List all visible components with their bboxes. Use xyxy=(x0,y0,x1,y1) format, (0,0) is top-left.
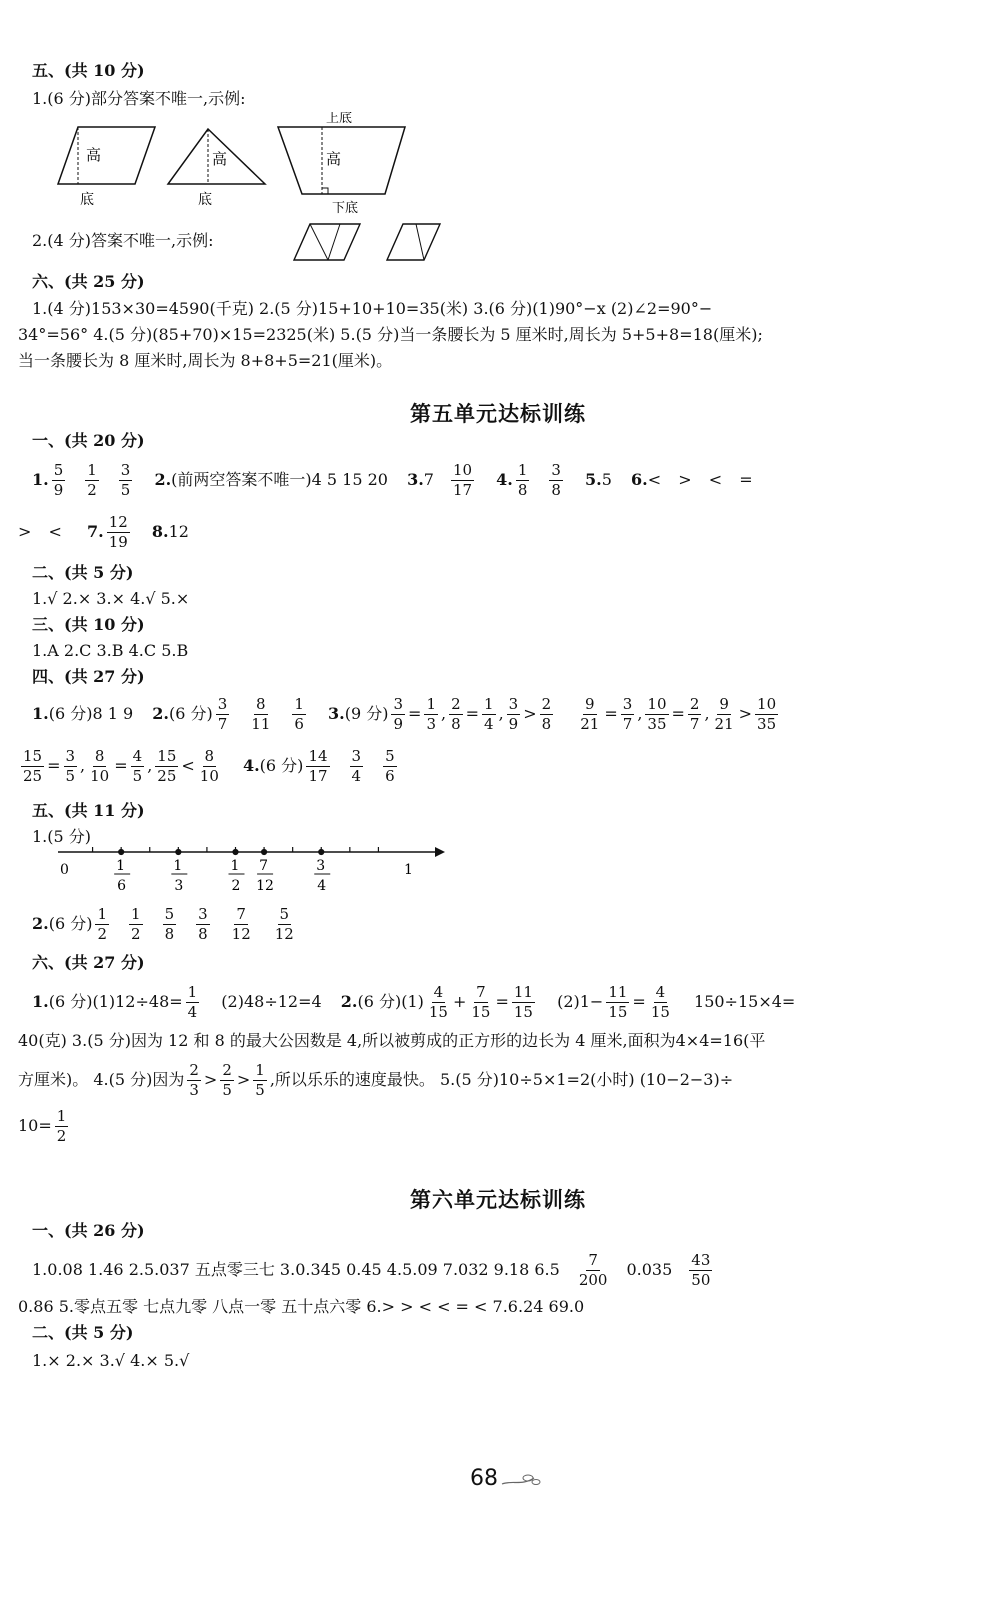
u5-section-6-line-1: 1.(6 分)(1)12÷48= $\frac{1}{4}$ (2)48÷12=4 2.(6 分)(1) $\frac{4}{15}$ + $\frac{7}{15}$ = $\frac{11}{15}$ (2)1− $\frac{11}{15}$ = $\frac{4}{15}$ 150÷15×4= xyxy=(32,983,796,1021)
parallelogram-base-label: 底 xyxy=(80,192,94,208)
page-number: 68 xyxy=(470,1466,498,1491)
u6-section-2-answers: 1.× 2.× 3.√ 4.× 5.√ xyxy=(32,1351,190,1370)
u5-section-2-heading: 二、(共 5 分) xyxy=(32,563,134,582)
u5-section-3-answers: 1.A 2.C 3.B 4.C 5.B xyxy=(32,641,189,660)
unit-5-title: 第五单元达标训练 xyxy=(410,402,586,426)
u5-section-6-heading: 六、(共 27 分) xyxy=(32,953,145,972)
u5-section-6-line-4: 10= $\frac{1}{2}$ xyxy=(18,1107,67,1145)
u5-section-5-heading: 五、(共 11 分) xyxy=(32,801,145,820)
section-6-line-2: 34°=56° 4.(5 分)(85+70)×15=2325(米) 5.(5 分)当一条腰长为 5 厘米时,周长为 5+5+8=18(厘米); xyxy=(18,325,763,344)
u6-section-1-heading: 一、(共 26 分) xyxy=(32,1221,145,1240)
leaf-ornament-icon xyxy=(500,1470,544,1494)
section-5-heading: 五、(共 10 分) xyxy=(32,61,145,80)
u5-section-6-line-3: 方厘米)。 4.(5 分)因为 $\frac{2}{3}$ > $\frac{2}{5}$ > $\frac{1}{5}$ ,所以乐乐的速度最快。 5.(5 分)10÷5×1=2(小时) (10−2−3)÷ xyxy=(18,1061,734,1099)
u5-section-5-q1: 1.(5 分) xyxy=(32,827,92,846)
number-line-zero: 0 xyxy=(60,862,69,878)
section-6-heading: 六、(共 25 分) xyxy=(32,272,145,291)
number-line-point xyxy=(119,850,124,855)
u5-section-6-line-2: 40(克) 3.(5 分)因为 12 和 8 的最大公因数是 4,所以被剪成的正方形的边长为 4 厘米,面积为4×4=16(平 xyxy=(18,1031,766,1050)
number-line-one: 1 xyxy=(404,862,413,878)
u6-section-1-line-2: 0.86 5.零点五零 七点九零 八点一零 五十点六零 6.> > < < = < 7.6.24 69.0 xyxy=(18,1297,585,1316)
number-line-point xyxy=(233,850,238,855)
number-line-point xyxy=(262,850,267,855)
u6-section-1-line-1: 1.0.08 1.46 2.5.037 五点零三七 3.0.345 0.45 4.5.09 7.032 9.18 6.5 $\frac{7}{200}$ 0.035 $\frac{43}{50}$ xyxy=(32,1251,711,1289)
unit-6-title: 第六单元达标训练 xyxy=(410,1188,586,1212)
u5-section-1-line-1: 1. $\frac{5}{9}$ $\frac{1}{2}$ $\frac{3}{5}$ 2.(前两空答案不唯一)4 5 15 20 3.7 $\frac{10}{17}$ 4. $\frac{1}{8}$ $\frac{3}{8}$ 5.5 6.< > < = xyxy=(32,461,759,499)
trapezoid-bottom-label: 下底 xyxy=(332,201,359,216)
u5-section-1-heading: 一、(共 20 分) xyxy=(32,431,145,450)
u5-section-2-answers: 1.√ 2.× 3.× 4.√ 5.× xyxy=(32,589,190,608)
q2-intro: 2.(4 分)答案不唯一,示例: xyxy=(32,231,214,250)
u6-section-2-heading: 二、(共 5 分) xyxy=(32,1323,134,1342)
u5-section-1-line-2: > < 7. $\frac{12}{19}$ 8.12 xyxy=(18,513,189,551)
number-line-label-numerator: 1 xyxy=(173,858,183,874)
trapezoid-height-label: 高 xyxy=(326,150,342,168)
number-line-label-denominator: 12 xyxy=(256,878,274,894)
number-line-label-denominator: 4 xyxy=(317,878,327,894)
u5-section-4-line-1: 1.(6 分)8 1 9 2.(6 分) $\frac{3}{7}$ $\frac{8}{11}$ $\frac{1}{6}$ 3.(9 分) $\frac{3}{9}$ = $\frac{1}{3}$ , $\frac{2}{8}$ = $\frac{1}{4}$ , $\frac{3}{9}$ > $\frac{2}{8}$ $\frac{9}{21}$ = $\frac{3}{7}$ , $\frac{10}{35}$ = $\frac{2}{7}$ , $\frac{9}{21}$ > $\frac{10}{35}$ xyxy=(32,695,777,733)
section-6-line-3: 当一条腰长为 8 厘米时,周长为 8+8+5=21(厘米)。 xyxy=(18,351,393,370)
number-line-label-numerator: 7 xyxy=(259,858,269,874)
u5-section-3-heading: 三、(共 10 分) xyxy=(32,615,145,634)
parallelogram-shape xyxy=(58,127,155,184)
u5-section-4-line-2: $\frac{15}{25}$ = $\frac{3}{5}$ , $\frac{8}{10}$ = $\frac{4}{5}$ , $\frac{15}{25}$ < $\frac{8}{10}$ 4.(6 分) $\frac{14}{17}$ $\frac{3}{4}$ $\frac{5}{6}$ xyxy=(23,747,395,785)
trapezoid-shape xyxy=(278,127,405,194)
number-line-label-numerator: 1 xyxy=(116,858,126,874)
section-6-line-1: 1.(4 分)153×30=4590(千克) 2.(5 分)15+10+10=35(米) 3.(6 分)(1)90°−x (2)∠2=90°− xyxy=(32,299,713,318)
number-line-label-denominator: 3 xyxy=(174,878,184,894)
triangle-height-label: 高 xyxy=(212,150,228,168)
number-line-label-numerator: 1 xyxy=(230,858,240,874)
number-line-label-denominator: 2 xyxy=(231,878,241,894)
parallelogram-height-label: 高 xyxy=(86,146,102,164)
number-line-point xyxy=(319,850,324,855)
number-line-point xyxy=(176,850,181,855)
shapes-figure xyxy=(50,112,420,217)
u5-section-4-heading: 四、(共 27 分) xyxy=(32,667,145,686)
number-line-label-numerator: 3 xyxy=(316,858,326,874)
number-line xyxy=(50,842,450,898)
parallelogram-split-figure xyxy=(288,222,448,264)
triangle-base-label: 底 xyxy=(198,192,212,208)
number-line-label-denominator: 6 xyxy=(117,878,127,894)
q1-intro: 1.(6 分)部分答案不唯一,示例: xyxy=(32,89,246,108)
trapezoid-top-label: 上底 xyxy=(326,112,353,126)
u5-section-5-q2: 2.(6 分) $\frac{1}{2}$ $\frac{1}{2}$ $\frac{5}{8}$ $\frac{3}{8}$ $\frac{7}{12}$ $\frac{5}{12}$ xyxy=(32,905,294,943)
